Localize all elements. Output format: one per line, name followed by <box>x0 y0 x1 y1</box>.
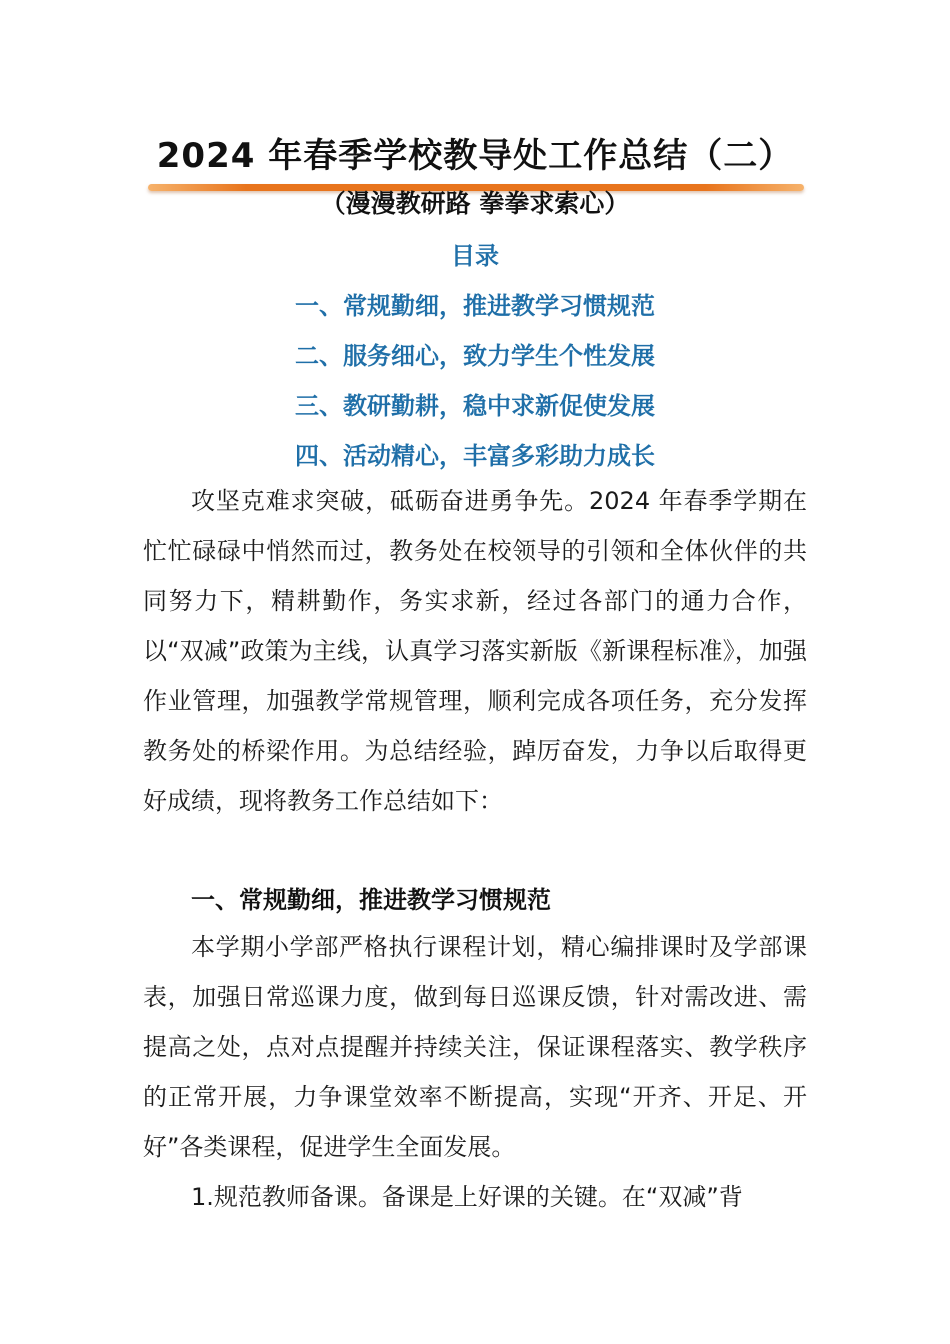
toc-item-3[interactable]: 三、教研勤耕，稳中求新促使发展 <box>295 392 655 420</box>
section-heading-1: 一、常规勤细，推进教学习惯规范 <box>191 886 551 914</box>
toc-item-2[interactable]: 二、服务细心，致力学生个性发展 <box>295 342 655 370</box>
toc-item-4[interactable]: 四、活动精心，丰富多彩助力成长 <box>295 442 655 470</box>
toc-item-1[interactable]: 一、常规勤细，推进教学习惯规范 <box>295 292 655 320</box>
toc-heading: 目录 <box>451 242 499 270</box>
section-1-item-1: 1.规范教师备课。备课是上好课的关键。在“双减”背 <box>191 1183 743 1211</box>
document-title: 2024 年春季学校教导处工作总结（二） <box>156 136 794 176</box>
document-subtitle: （漫漫教研路 拳拳求索心） <box>320 189 630 218</box>
section-1-paragraph: 本学期小学部严格执行课程计划，精心编排课时及学部课表，加强日常巡课力度，做到每日巡课反馈，针对需改进、需提高之处，点对点提醒并持续关注，保证课程落实、教学秩序的正常开展，力争课堂效率不断提高，实现“开齐、开足、开好”各类课程，促进学生全面发展。 <box>143 933 807 1161</box>
intro-paragraph: 攻坚克难求突破，砥砺奋进勇争先。2024 年春季学期在忙忙碌碌中悄然而过，教务处在校领导的引领和全体伙伴的共同努力下，精耕勤作，务实求新，经过各部门的通力合作，以“双减”政策为主线，认真学习落实新版《新课程标准》，加强作业管理，加强教学常规管理，顺利完成各项任务，充分发挥教务处的桥梁作用。为总结经验，踔厉奋发，力争以后取得更好成绩，现将教务工作总结如下： <box>143 487 807 815</box>
